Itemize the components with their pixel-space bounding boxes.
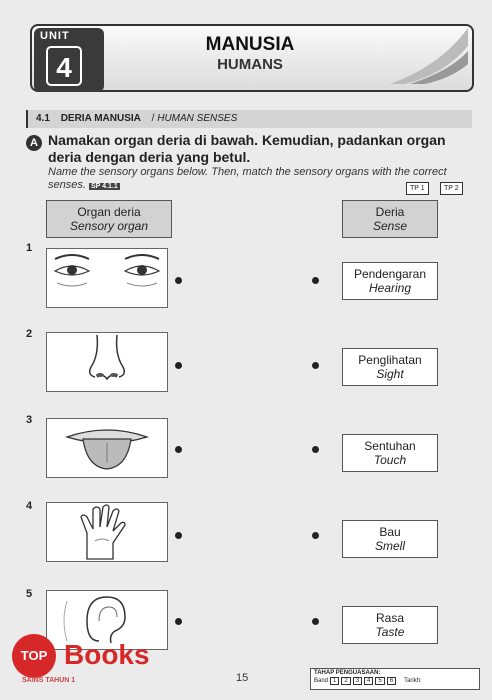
section-separator: / [151,113,155,124]
hand-icon [47,503,167,561]
sense-box [342,348,438,386]
matching-dot-sense[interactable] [312,277,319,284]
logo-books-text: Books [64,639,150,670]
organ-picture [46,418,168,478]
sense-box [342,606,438,644]
matching-dot-sense[interactable] [312,532,319,539]
sensory-organ-header-ms: Organ deria [77,205,141,219]
band-box[interactable]: 6 [387,677,396,685]
organ-number: 3 [26,414,33,426]
organ-picture [46,248,168,308]
band-box[interactable]: 2 [341,677,350,685]
band-label: Band [314,678,329,684]
sensory-organ-header [46,200,172,238]
matching-dot-sense[interactable] [312,618,319,625]
section-title-ms: DERIA MANUSIA [60,113,141,124]
sense-header [342,200,438,238]
sense-label-en: Taste [375,625,405,639]
unit-number: 4 [46,46,82,86]
section-number: 4.1 [36,113,50,124]
chapter-title: MANUSIA [205,34,295,55]
matching-dot-organ[interactable] [175,277,182,284]
organ-number: 4 [26,500,33,512]
matching-dot-organ[interactable] [175,532,182,539]
section-heading [26,110,472,128]
topbooks-logo [12,630,188,682]
mastery-title: TAHAP PENGUASAAN: [314,670,381,676]
sense-label-en: Touch [373,453,407,467]
matching-dot-sense[interactable] [312,446,319,453]
sense-header-ms: Deria [375,205,405,219]
sense-label-ms: Penglihatan [358,353,422,367]
organ-number: 2 [26,328,33,340]
sp-code-badge: SP 4.1.1 [90,183,118,190]
sense-label-ms: Sentuhan [364,439,416,453]
sense-label-en: Smell [374,539,405,553]
section-title-en: HUMAN SENSES [157,113,238,124]
matching-dot-organ[interactable] [175,362,182,369]
sense-label-en: Sight [376,367,404,381]
band-box[interactable]: 3 [353,677,362,685]
date-label: Tarikh: [404,678,422,684]
organ-number: 5 [26,588,33,600]
logo-subtitle: SAINS TAHUN 1 [22,677,76,684]
sensory-organ-header-en: Sensory organ [69,219,149,233]
tp2-badge: TP 2 [440,182,463,195]
chapter-subtitle: HUMANS [217,56,283,73]
logo-top-text: TOP [20,648,48,663]
sense-label-ms: Rasa [375,611,404,625]
matching-dot-sense[interactable] [312,362,319,369]
matching-dot-organ[interactable] [175,618,182,625]
sense-label-en: Hearing [368,281,412,295]
page-number: 15 [236,672,249,684]
sense-box [342,520,438,558]
organ-picture [46,502,168,562]
instruction-english [48,166,468,193]
tp1-badge: TP 1 [406,182,429,195]
band-box[interactable]: 5 [375,677,384,685]
instruction-english-text: Name the sensory organs below. Then, match the sensory organs with the correct senses. [48,166,447,191]
mastery-box [310,668,480,690]
eyes-icon [47,249,167,307]
banner-swoosh-decoration [380,26,470,86]
instruction-malay: Namakan organ deria di bawah. Kemudian, padankan organ deria dengan deria yang betul. [48,132,446,165]
nose-icon [47,333,167,391]
activity-badge: A [26,135,42,151]
sense-header-en: Sense [372,219,408,233]
unit-label: UNIT [40,30,70,42]
organ-picture [46,332,168,392]
sense-box [342,434,438,472]
band-box[interactable]: 1 [330,677,339,685]
band-box[interactable]: 4 [364,677,373,685]
mastery-band-row [314,677,476,685]
tongue-icon [47,419,167,477]
matching-dot-organ[interactable] [175,446,182,453]
sense-label-ms: Pendengaran [353,267,427,281]
sense-box [342,262,438,300]
organ-number: 1 [26,242,33,254]
sense-label-ms: Bau [379,525,401,539]
